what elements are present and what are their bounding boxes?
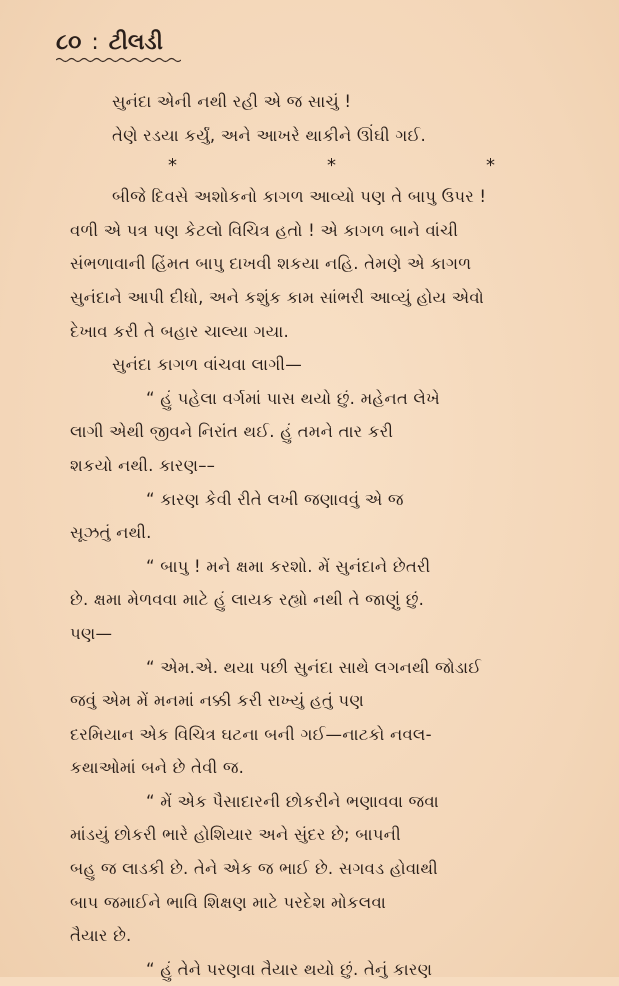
text-line: સૂઝતું નથી. xyxy=(70,523,152,543)
asterisk-divider: * xyxy=(168,155,177,177)
text-line: શકયો નથી. કારણ–– xyxy=(70,455,216,475)
text-line: દરમિયાન એક વિચિત્ર ઘટના બની ગઈ—નાટકો નવલ- xyxy=(70,724,432,744)
text-line: “ હું તેને પરણવા તૈયાર થયો છું. તેનું કારણ xyxy=(146,959,433,979)
page-number: ૮૦ xyxy=(56,30,82,55)
text-line: તૈયાર છે. xyxy=(70,926,132,946)
text-line: છે. ક્ષમા મેળવવા માટે હું લાયક રહ્યો નથી તે જાણું છું. xyxy=(70,590,425,610)
text-line: જવું એમ મેં મનમાં નક્કી કરી રાખ્યું હતું પણ xyxy=(70,691,364,711)
text-line: તેણે રડયા કર્યું, અને આખરે થાકીને ઊંઘી ગઈ. xyxy=(112,125,426,145)
text-line: બીજે દિવસે અશોકનો કાગળ આવ્યો પણ તે બાપુ ઉપર ! xyxy=(112,187,487,207)
text-line: વળી એ પત્ર પણ કેટલો વિચિત્ર હતો ! એ કાગળ બાને વાંચી xyxy=(70,220,459,240)
text-line: લાગી એથી જીવને નિરાંત થઈ. હું તમને તાર કરી xyxy=(70,422,394,442)
text-line: “ હું પહેલા વર્ગમાં પાસ થયો છું. મહેનત લેખે xyxy=(146,388,440,408)
section-break xyxy=(70,152,567,180)
text-line: બાપ જમાઈને ભાવિ શિક્ષણ માટે પરદેશ મોકલવા xyxy=(70,892,386,912)
text-line: માંડયું છોકરી ભારે હોશિયાર અને સુંદર છે; બાપની xyxy=(70,825,401,845)
text-line: સુનંદા કાગળ વાંચવા લાગી— xyxy=(112,355,302,375)
text-line: પણ— xyxy=(70,623,113,643)
asterisk-divider: * xyxy=(327,155,336,177)
text-line: કથાઓમાં બને છે તેવી જ. xyxy=(70,758,245,778)
text-line: સુનંદા એની નથી રહી એ જ સાચું ! xyxy=(112,92,352,111)
wavy-underline-ornament xyxy=(56,57,181,63)
text-line: દેખાવ કરી તે બહાર ચાલ્યા ગયા. xyxy=(70,321,289,341)
text-line: “ મેં એક પૈસાદારની છોકરીને ભણાવવા જવા xyxy=(146,791,439,811)
text-line: “ એમ.એ. થયા પછી સુનંદા સાથે લગનથી જોડાઈ xyxy=(146,657,482,677)
text-line: બહુ જ લાડકી છે. તેને એક જ ભાઈ છે. સગવડ હોવાથી xyxy=(70,859,438,879)
text-line: સંભળાવાની હિંમત બાપુ દાખવી શકયા નહિ. તેમણે એ કાગળ xyxy=(70,254,472,274)
header-separator: : xyxy=(91,30,99,55)
page-header xyxy=(56,30,567,55)
text-line: “ બાપુ ! મને ક્ષમા કરશો. મેં સુનંદાને છેતરી xyxy=(146,556,431,576)
text-line: “ કારણ કેવી રીતે લખી જણાવવું એ જ xyxy=(146,489,404,509)
book-title: ટીલડી xyxy=(108,30,163,55)
text-body xyxy=(70,85,567,986)
asterisk-divider: * xyxy=(486,155,495,177)
text-line: સુનંદાને આપી દીધો, અને કશુંક કામ સાંભરી આવ્યું હોય એવો xyxy=(70,287,484,307)
